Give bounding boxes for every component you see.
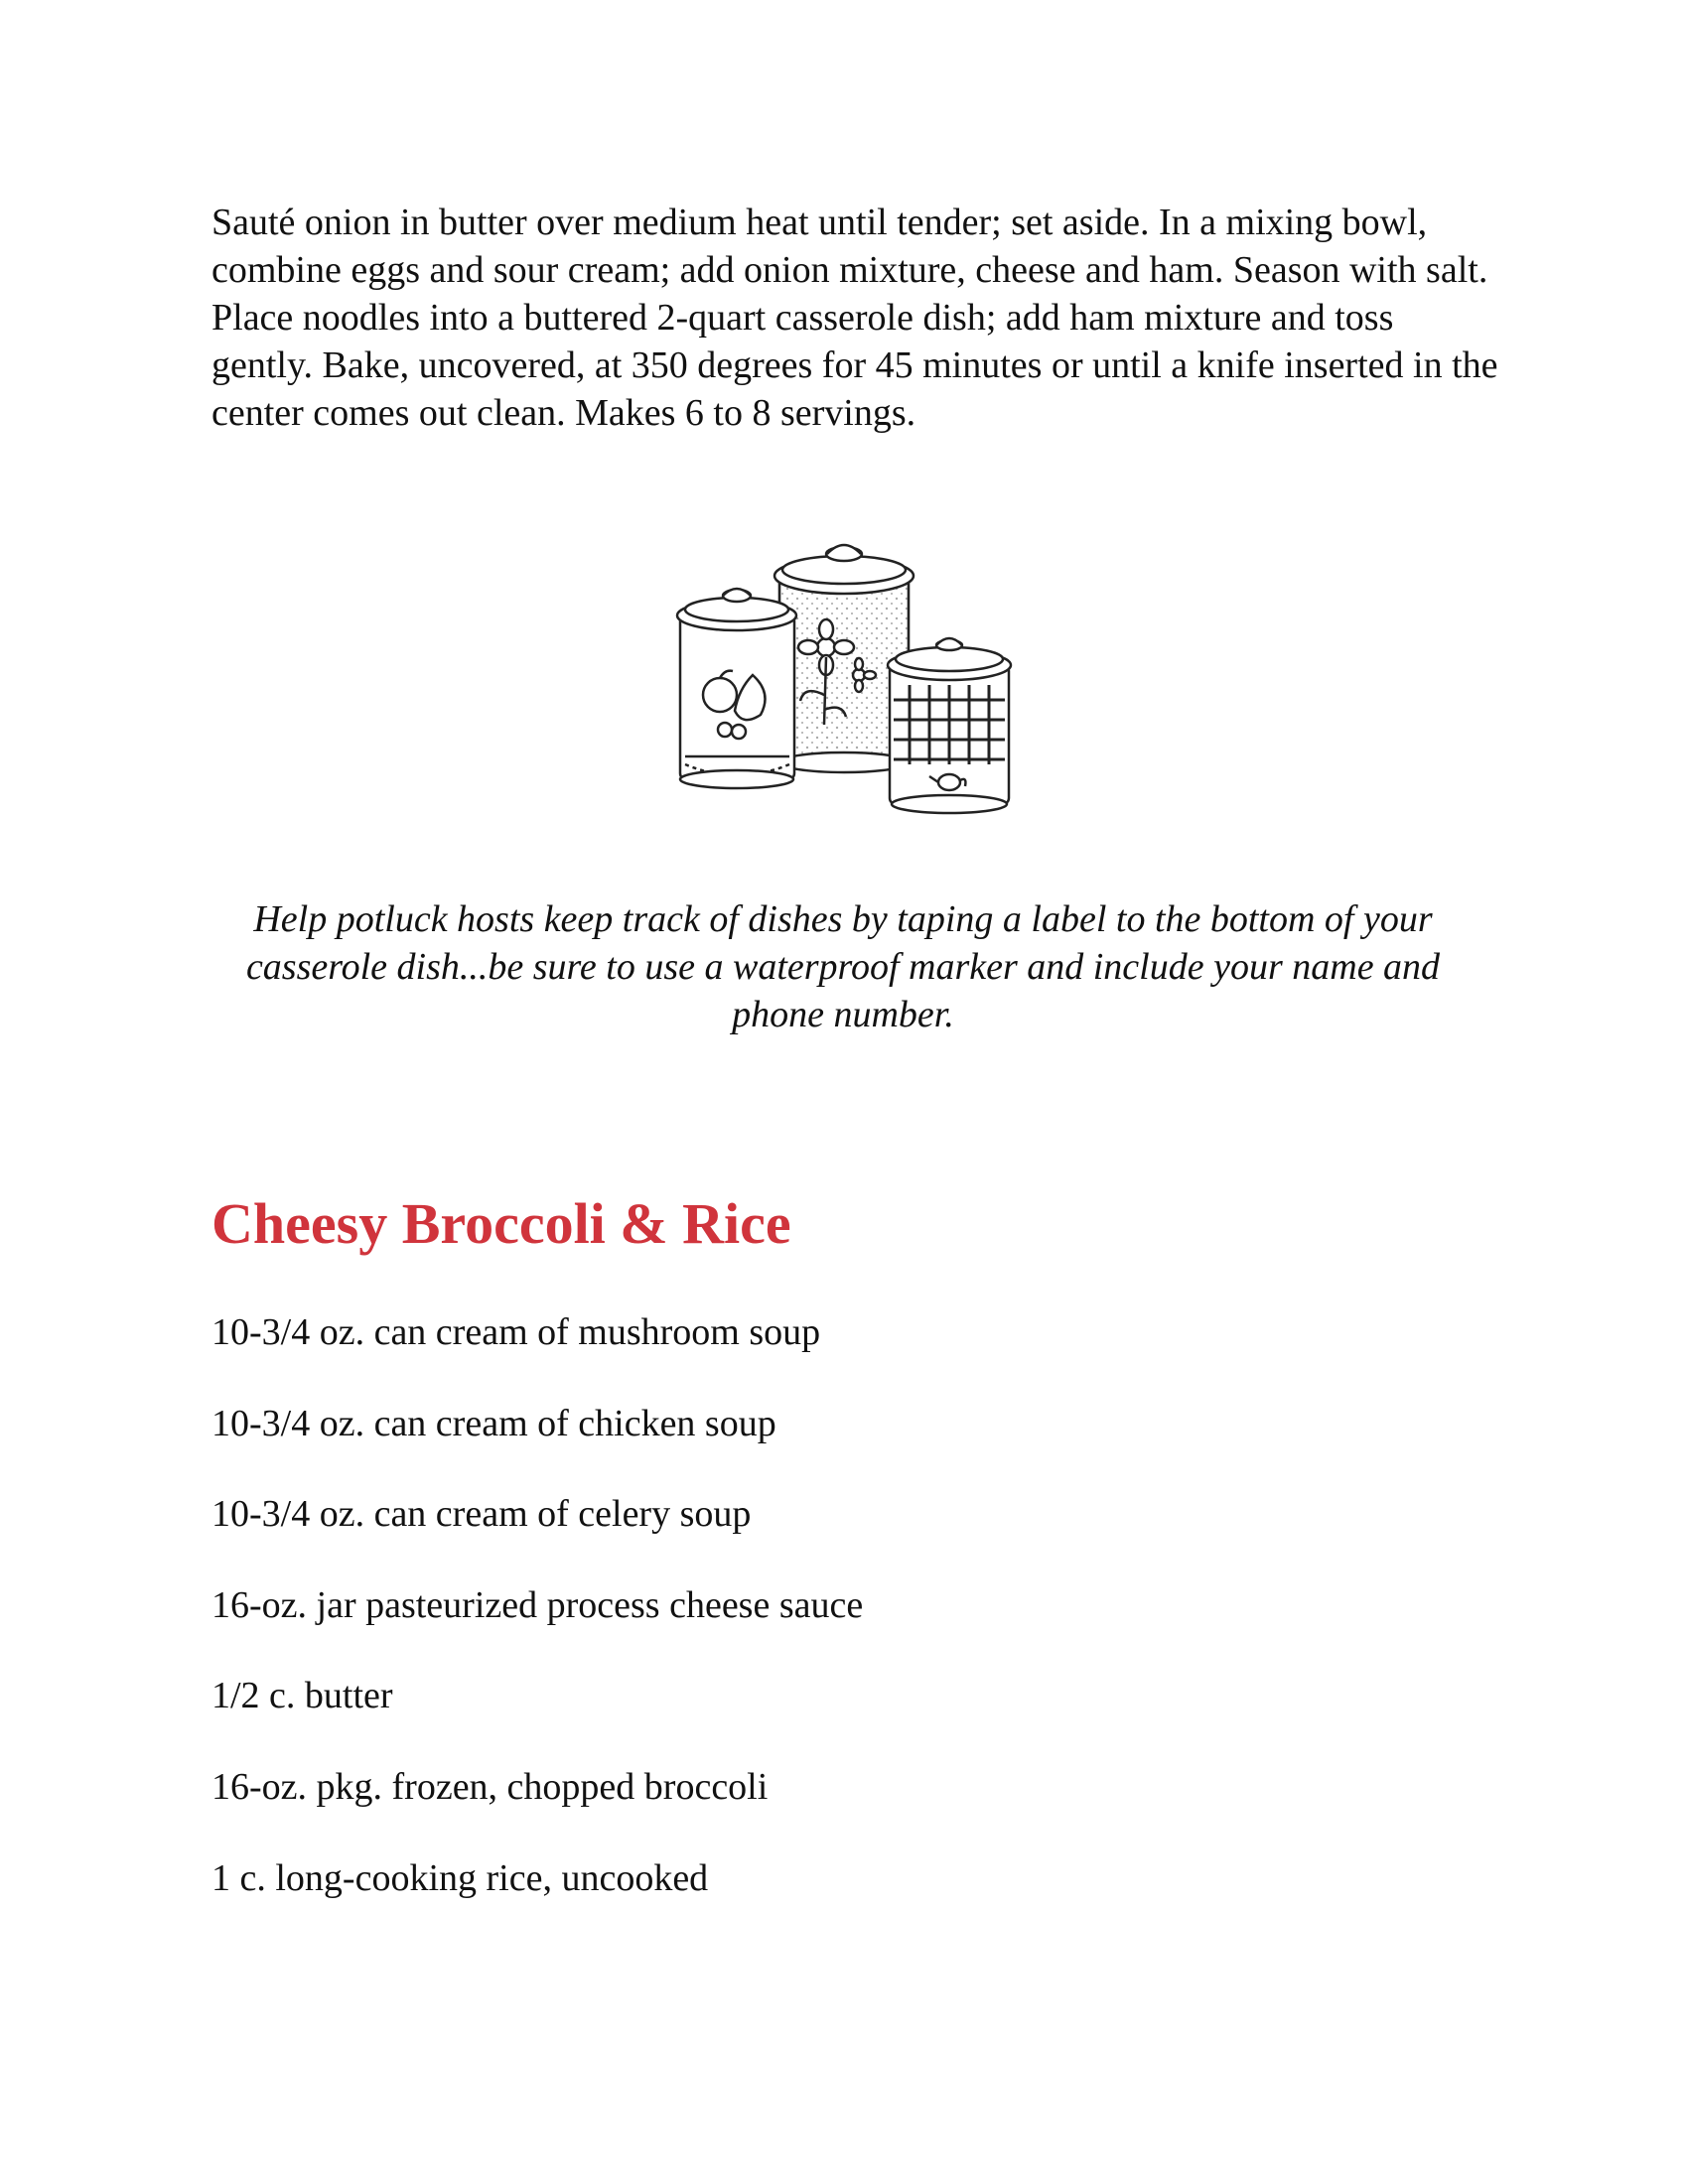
- ingredient-item: 1/2 c. butter: [211, 1675, 393, 1717]
- kitchen-canisters-icon: [665, 526, 1023, 824]
- ingredient-list: [211, 1308, 863, 1945]
- ingredient-item: 10-3/4 oz. can cream of celery soup: [211, 1493, 752, 1536]
- ingredient-item: 10-3/4 oz. can cream of mushroom soup: [211, 1311, 821, 1353]
- ingredient-item: 16-oz. pkg. frozen, chopped broccoli: [211, 1765, 769, 1808]
- ingredient-item: 1 c. long-cooking rice, uncooked: [211, 1856, 709, 1899]
- ingredient-item: 10-3/4 oz. can cream of chicken soup: [211, 1402, 776, 1444]
- ingredient-item: 16-oz. jar pasteurized process cheese sauce: [211, 1583, 864, 1626]
- tip-text: Help potluck hosts keep track of dishes by taping a label to the bottom of your casserole dish...be sure to use a waterproof marker and include your name and phone number.: [245, 898, 1441, 1035]
- recipe-title: Cheesy Broccoli & Rice: [211, 1191, 791, 1256]
- intro-paragraph: Sauté onion in butter over medium heat until tender; set aside. In a mixing bowl, combine eggs and sour cream; add onion mixture, cheese and ham. Season with salt. Place noodles into a buttered 2-quart casserole dish; add ham mixture and toss gently. Bake, uncovered, at 350 degrees for 45 minutes or until a knife inserted in the center comes out clean. Makes 6 to 8 servings.: [211, 202, 1498, 434]
